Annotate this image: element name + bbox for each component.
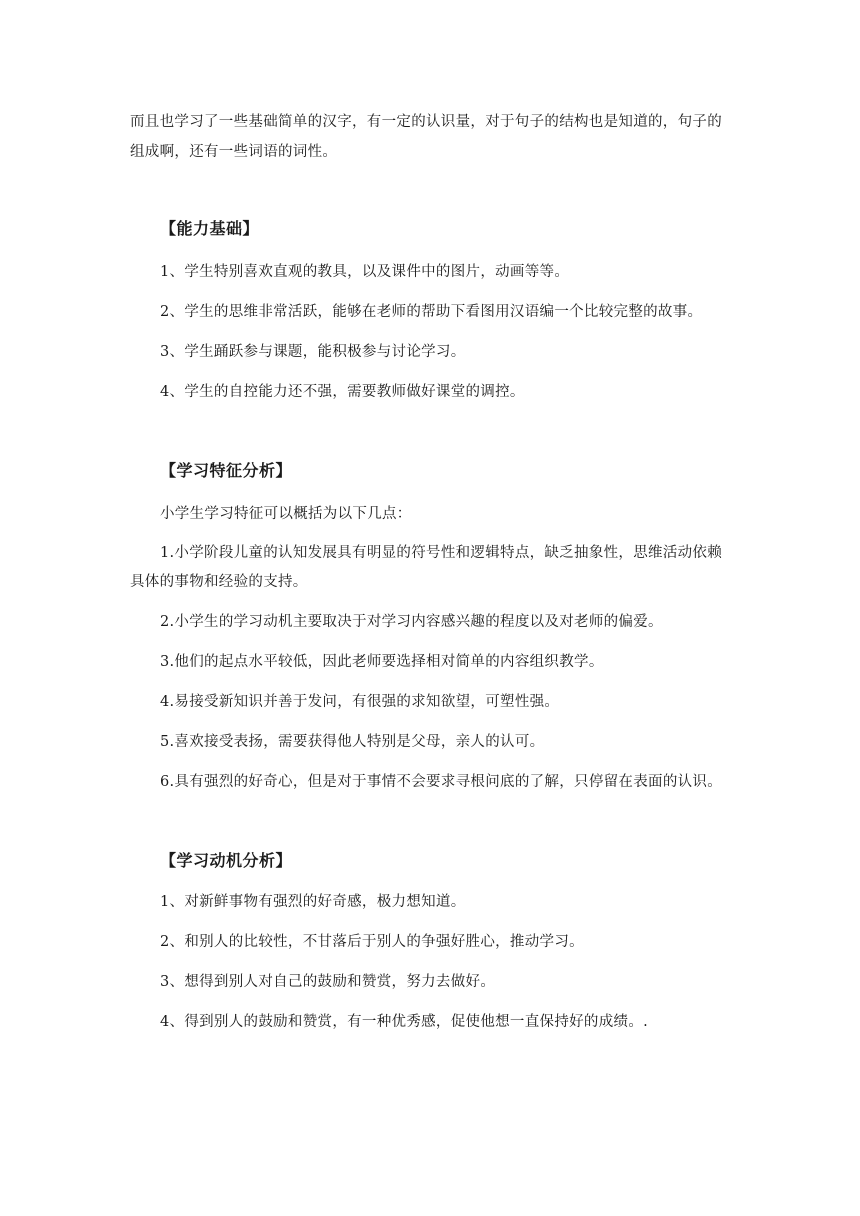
intro-paragraph-line-2: 组成啊，还有一些词语的词性。 bbox=[130, 144, 338, 160]
intro-paragraph-line-1: 而且也学习了一些基础简单的汉字，有一定的认识量，对于句子的结构也是知道的，句子的 bbox=[130, 114, 722, 130]
features-intro: 小学生学习特征可以概括为以下几点： bbox=[160, 506, 412, 522]
features-item: 6.具有强烈的好奇心，但是对于事情不会要求寻根问底的了解，只停留在表面的认识。 bbox=[160, 774, 723, 790]
ability-item: 2、学生的思维非常活跃，能够在老师的帮助下看图用汉语编一个比较完整的故事。 bbox=[160, 304, 703, 320]
features-heading: 【学习特征分析】 bbox=[160, 461, 293, 480]
motivation-item: 2、和别人的比较性，不甘落后于别人的争强好胜心，推动学习。 bbox=[160, 934, 584, 950]
features-item-1-line-2: 具体的事物和经验的支持。 bbox=[130, 574, 308, 590]
motivation-item: 3、想得到别人对自己的鼓励和赞赏，努力去做好。 bbox=[160, 974, 496, 990]
motivation-item: 1、对新鲜事物有强烈的好奇感，极力想知道。 bbox=[160, 894, 466, 910]
features-item: 5.喜欢接受表扬，需要获得他人特别是父母，亲人的认可。 bbox=[160, 734, 545, 750]
motivation-heading: 【学习动机分析】 bbox=[160, 851, 293, 870]
ability-item: 3、学生踊跃参与课题，能积极参与讨论学习。 bbox=[160, 344, 466, 360]
ability-item: 4、学生的自控能力还不强，需要教师做好课堂的调控。 bbox=[160, 384, 525, 400]
ability-heading: 【能力基础】 bbox=[160, 219, 260, 238]
features-item: 3.他们的起点水平较低，因此老师要选择相对简单的内容组织教学。 bbox=[160, 654, 604, 670]
ability-item: 1、学生特别喜欢直观的教具，以及课件中的图片，动画等等。 bbox=[160, 264, 570, 280]
features-item-1-line-1: 1.小学阶段儿童的认知发展具有明显的符号性和逻辑特点，缺乏抽象性，思维活动依赖 bbox=[160, 545, 723, 561]
features-item: 2.小学生的学习动机主要取决于对学习内容感兴趣的程度以及对老师的偏爱。 bbox=[160, 614, 663, 630]
motivation-item: 4、得到别人的鼓励和赞赏，有一种优秀感，促使他想一直保持好的成绩。. bbox=[160, 1014, 649, 1030]
features-item: 4.易接受新知识并善于发问，有很强的求知欲望，可塑性强。 bbox=[160, 694, 560, 710]
